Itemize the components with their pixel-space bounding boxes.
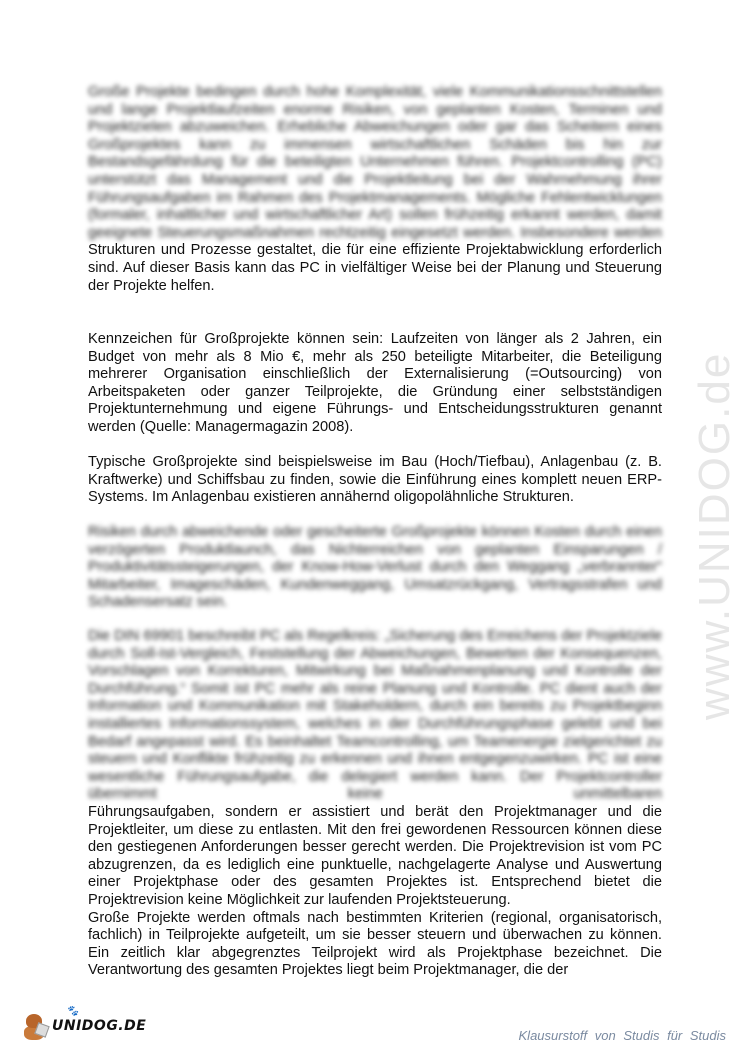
dog-mascot-icon [22,1012,48,1040]
blurred-text: Große Projekte bedingen durch hohe Komplexität, viele Kommunikationsschnittstellen und lange Projektlaufzeiten enorme Risiken, von geplanten Kosten, Terminen und Projektzielen abzuweichen. Erhebliche Abweichungen oder gar das Scheitern eines Großprojektes kann zu immensen wirtschaftlichen Schäden bis hin zur Bestandsgefährdung für die beteiligten Unternehmen führen. Projektcontrolling (PC) unterstützt das Management und die Projektleitung bei der Wahrnehmung ihrer Führungsaufgaben im Rahmen des Projektmanagements. Mögliche Fehlentwicklungen (formaler, inhaltlicher und wirtschaftlicher Art) sollen frühzeitig erkannt werden, damit geeignete Steuerungsmaßnahmen rechtzeitig eingesetzt werden. Insbesondere werden [88,84,662,241]
paw-icon: 🐾 [66,1006,79,1017]
paragraph-din [88,628,662,980]
blurred-text: Die DIN 69901 beschreibt PC als Regelkreis: „Sicherung des Erreichens der Projektziele durch Soll-Ist-Vergleich, Feststellung der Abweichungen, Bewerten der Konsequenzen, Vorschlagen von Korrekturen, Mitwirkung bei Maßnahmenplanung und Kontrolle der Durchführung.“ Somit ist PC mehr als reine Planung und Kontrolle. PC dient auch der Information und Kommunikation mit Stakeholdern, durch ein bereits zu Projektbeginn installiertes Informationssystem, welches in der Durchführungsphase gelebt und bei Bedarf angepasst wird. Es beinhaltet Teamcontrolling, um Teamenergie zielgerichtet zu steuern und Konflikte frühzeitig zu erkennen und ihnen entgegenzuwirken. PC ist eine wesentliche Führungsaufgabe, die delegiert werden kann. Der Projektcontroller übernimmt keine unmittelbaren [88,628,662,803]
unidog-logo [22,1006,147,1040]
paragraph-examples: Typische Großprojekte sind beispielsweise im Bau (Hoch/Tiefbau), Anlagenbau (z. B. Kraftwerke) und Schiffsbau zu finden, sowie die Einführung eines komplett neuen ERP-Systems. Im Anlagenbau existieren annähernd oligopolähnliche Strukturen. [88,454,662,506]
footer-tagline: Klausurstoff von Studis für Studis [518,1028,726,1043]
logo-text: 🐾 UNIDOG.DE [52,1006,147,1034]
paragraph-subprojects: Große Projekte werden oftmals nach bestimmten Kriterien (regional, organisatorisch, fachlich) in Teilprojekte aufgeteilt, um sie besser steuern und überwachen zu können. Ein zeitlich klar abgegrenztes Teilprojekt wird als Projektphase bezeichnet. Die Verantwortung des gesamten Projektes liegt beim Projektmanager, die der [88,909,662,979]
watermark: www.UNIDOG.de [690,351,739,720]
paragraph-characteristics: Kennzeichen für Großprojekte können sein: Laufzeiten von länger als 2 Jahren, ein Budget von mehr als 8 Mio €, mehr als 250 beteiligte Mitarbeiter, die Beteiligung mehrerer Organisation einschließlich der Externalisierung (=Outsourcing) von Arbeitspaketen oder ganzer Teilprojekte, die Gründung einer selbstständigen Projektunternehmung und eigene Führungs- und Entscheidungsstrukturen genannt werden (Quelle: Managermagazin 2008). [88,331,662,435]
paragraph-risks [88,524,662,612]
paragraph-intro [88,84,662,295]
paragraph-text: Strukturen und Prozesse gestaltet, die für eine effiziente Projektabwicklung erforderlich sind. Auf dieser Basis kann das PC in vielfältiger Weise bei der Planung und Steuerung der Projekte helfen. [88,242,662,294]
paragraph-text: Führungsaufgaben, sondern er assistiert und berät den Projektmanager und die Projektleiter, um diese zu entlasten. Mit den frei gewordenen Ressourcen können diese den gestiegenen Anforderungen besser gerecht werden. Die Projektrevision ist vom PC abzugrenzen, da es lediglich eine punktuelle, nachgelagerte Analyse und Auswertung einer Projektphase oder des gesamten Projektes ist. Entsprechend bietet die Projektrevision keine Möglichkeit zur laufenden Projektsteuerung. [88,803,662,908]
blurred-text: Risiken durch abweichende oder gescheiterte Großprojekte können Kosten durch einen verzögerten Produktlaunch, das Nichterreichen von geplanten Einsparungen / Produktivitätssteigerungen, der Know-How-Verlust durch den Weggang „verbrannter“ Mitarbeiter, Imageschäden, Kundenweggang, Umsatzrückgang, Vertragsstrafen und Schadensersatz sein. [88,524,662,611]
